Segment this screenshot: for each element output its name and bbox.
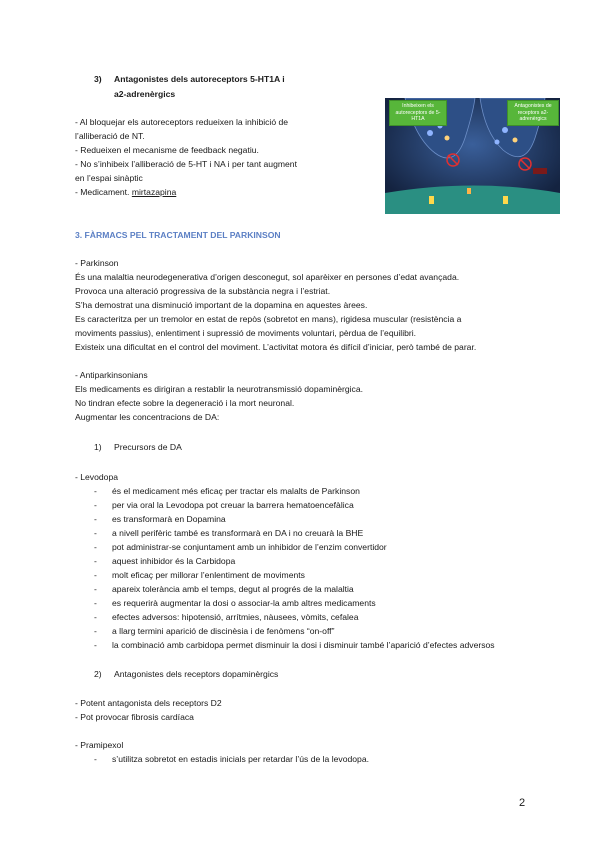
section-heading-line1: Antagonistes dels autoreceptors 5-HT1A i xyxy=(114,74,285,84)
text-line: - No s’inhibeix l’alliberació de 5-HT i NA i per tant augment xyxy=(75,159,297,169)
text-line: No tindran efecte sobre la degeneració i la mort neuronal. xyxy=(75,398,295,408)
text-line: - Pot provocar fibrosis cardíaca xyxy=(75,712,194,722)
text-line: - Potent antagonista dels receptors D2 xyxy=(75,698,222,708)
drug-name: mirtazapina xyxy=(131,187,177,197)
subheading: - Antiparkinsonians xyxy=(75,370,148,380)
synapse-figure xyxy=(385,98,560,214)
text-line: Provoca una alteració progressiva de la substància negra i l’estriat. xyxy=(75,286,331,296)
drug-prefix: - Medicament. xyxy=(75,187,132,197)
section-heading-line2: a2-adrenèrgics xyxy=(114,89,176,99)
subsection-number: 2) xyxy=(94,669,102,679)
drug-line xyxy=(75,185,176,199)
text-line: Augmentar les concentracions de DA: xyxy=(75,412,220,422)
text-line: l’alliberació de NT. xyxy=(75,131,145,141)
subsection-title: Antagonistes dels receptors dopaminèrgics xyxy=(114,669,279,679)
page-number: 2 xyxy=(519,797,526,809)
subheading: - Parkinson xyxy=(75,258,119,268)
text-line: Els medicaments es dirigiran a restablir la neurotransmissió dopaminèrgica. xyxy=(75,384,364,394)
text-line: en l’espai sinàptic xyxy=(75,173,143,183)
section-title: 3. FÀRMACS PEL TRACTAMENT DEL PARKINSON xyxy=(75,230,281,240)
section-number: 3) xyxy=(94,74,102,84)
text-line: Existeix una dificultat en el control del moviment. L’activitat motora és difícil d’iniciar, però també de parar. xyxy=(75,342,477,352)
text-line: - Redueixen el mecanisme de feedback negatiu. xyxy=(75,145,259,155)
subsection-title: Precursors de DA xyxy=(114,442,182,452)
drug-heading: - Pramipexol xyxy=(75,740,124,750)
callout-autoreceptors: Inhibeixen els autoreceptors de 5-HT1A xyxy=(389,100,447,126)
drug-heading: - Levodopa xyxy=(75,472,119,482)
text-line: Es caracteritza per un tremolor en estat de repòs (sobretot en mans), rigidesa muscular (resistència a xyxy=(75,314,462,324)
callout-alpha2: Antagonistes de receptors a2-adrenèrgics xyxy=(507,100,559,126)
text-line: - Al bloquejar els autoreceptors redueixen la inhibició de xyxy=(75,117,289,127)
text-line: S’ha demostrat una disminució important de la dopamina en aquestes àrees. xyxy=(75,300,368,310)
text-line: És una malaltia neurodegenerativa d’origen desconegut, sol aparèixer en persones d’edat avançada. xyxy=(75,272,460,282)
subsection-number: 1) xyxy=(94,442,102,452)
text-line: moviments passius), enlentiment i supressió de moviments voluntari, pèrdua de l’equilibri. xyxy=(75,328,417,338)
